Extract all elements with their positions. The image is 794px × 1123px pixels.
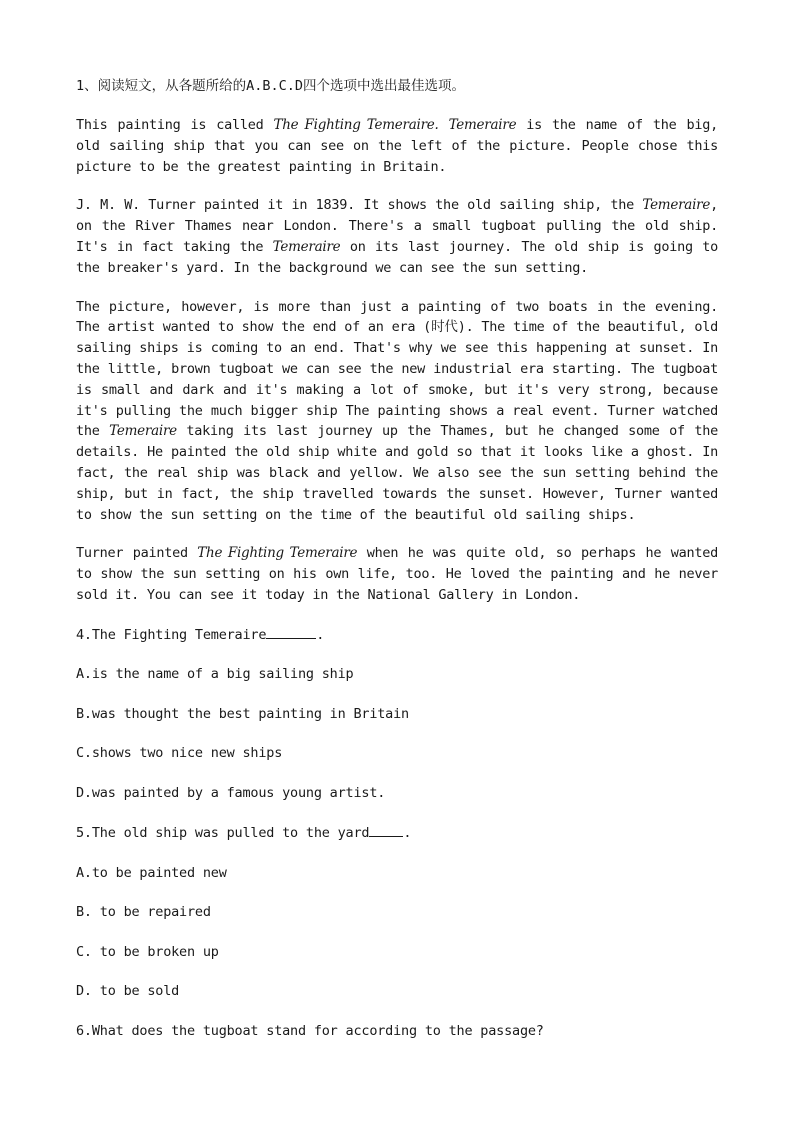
question-4-option-c: C.shows two nice new ships — [76, 745, 283, 762]
passage-paragraph-1 — [76, 115, 718, 177]
question-4-option-a: A.is the name of a big sailing ship — [76, 666, 354, 683]
question-6-stem: 6.What does the tugboat stand for according to the passage? — [76, 1022, 544, 1039]
question-5-option-a: A.to be painted new — [76, 864, 227, 881]
question-text: 5.The old ship was pulled to the yard — [76, 825, 370, 842]
passage-paragraph-2 — [76, 195, 718, 278]
italic-title: The Fighting Temeraire. — [273, 117, 439, 133]
text-run: taking its last journey up the Thames, but he changed some of the details. He painted the old ship white and gold so that it looks like a ghost. In fact, the real ship was black and yellow. We also see the sun setting behind the ship, but in fact, the ship travelled towards the sunset. However, Turner wanted to show the sun setting on the time of the beautiful old sailing ships. — [76, 423, 718, 523]
italic-ship-name: Temeraire — [109, 423, 177, 440]
text-run: on its last journey. The old ship is going to the breaker's yard. In the background we can see the sun setting. — [76, 238, 718, 276]
instruction: 1、阅读短文，从各题所给的A.B.C.D四个选项中选出最佳选项。 — [76, 78, 466, 94]
answer-blank — [369, 822, 403, 837]
question-4-stem — [76, 624, 718, 645]
question-text: 4.The Fighting Temeraire — [76, 626, 267, 643]
italic-ship-name: Temeraire — [448, 117, 517, 133]
document-page — [76, 76, 718, 1060]
question-5-option-d: D. to be sold — [76, 983, 180, 1000]
text-run: is the name of the big, old sailing ship that you can see on the left of the picture. People chose this picture to be the greatest painting in Britain. — [76, 117, 718, 175]
question-4-option-d: D.was painted by a famous young artist. — [76, 784, 386, 801]
text-run: , on the River Thames near London. There's a small tugboat pulling the old ship. It's in fact taking the — [76, 197, 718, 255]
question-end: . — [316, 626, 325, 643]
text-run: J. M. W. Turner painted it in 1839. It shows the old sailing ship, the — [76, 197, 643, 214]
passage-paragraph-3 — [76, 297, 718, 526]
text-run: when he was quite old, so perhaps he wanted to show the sun setting on his own life, too. He loved the painting and he never sold it. You can see it today in the National Gallery in London. — [76, 545, 718, 603]
text-run: Turner painted — [76, 545, 198, 562]
passage-paragraph-4 — [76, 543, 718, 605]
text-run: This painting is called — [76, 117, 274, 133]
italic-ship-name: Temeraire — [642, 197, 711, 214]
question-4-option-b: B.was thought the best painting in Britain — [76, 705, 409, 722]
italic-ship-name: Temeraire — [272, 238, 341, 255]
answer-blank — [266, 624, 316, 639]
question-5-option-b: B. to be repaired — [76, 904, 211, 921]
italic-title: The Fighting Temeraire — [197, 545, 358, 562]
question-5-option-c: C. to be broken up — [76, 943, 219, 960]
text-run — [439, 117, 449, 133]
text-run: The picture, however, is more than just a painting of two boats in the evening. The artist wanted to show the end of an era (时代). The time of the beautiful, old sailing ships is coming to an end. That's why we see this happening at sunset. In the little, brown tugboat we can see the new industrial era starting. The tugboat is small and dark and it's making a lot of smoke, but it's very strong, because it's pulling the much bigger ship The painting shows a real event. Turner watched the — [76, 298, 718, 440]
question-end: . — [403, 825, 412, 842]
question-5-stem — [76, 822, 718, 843]
